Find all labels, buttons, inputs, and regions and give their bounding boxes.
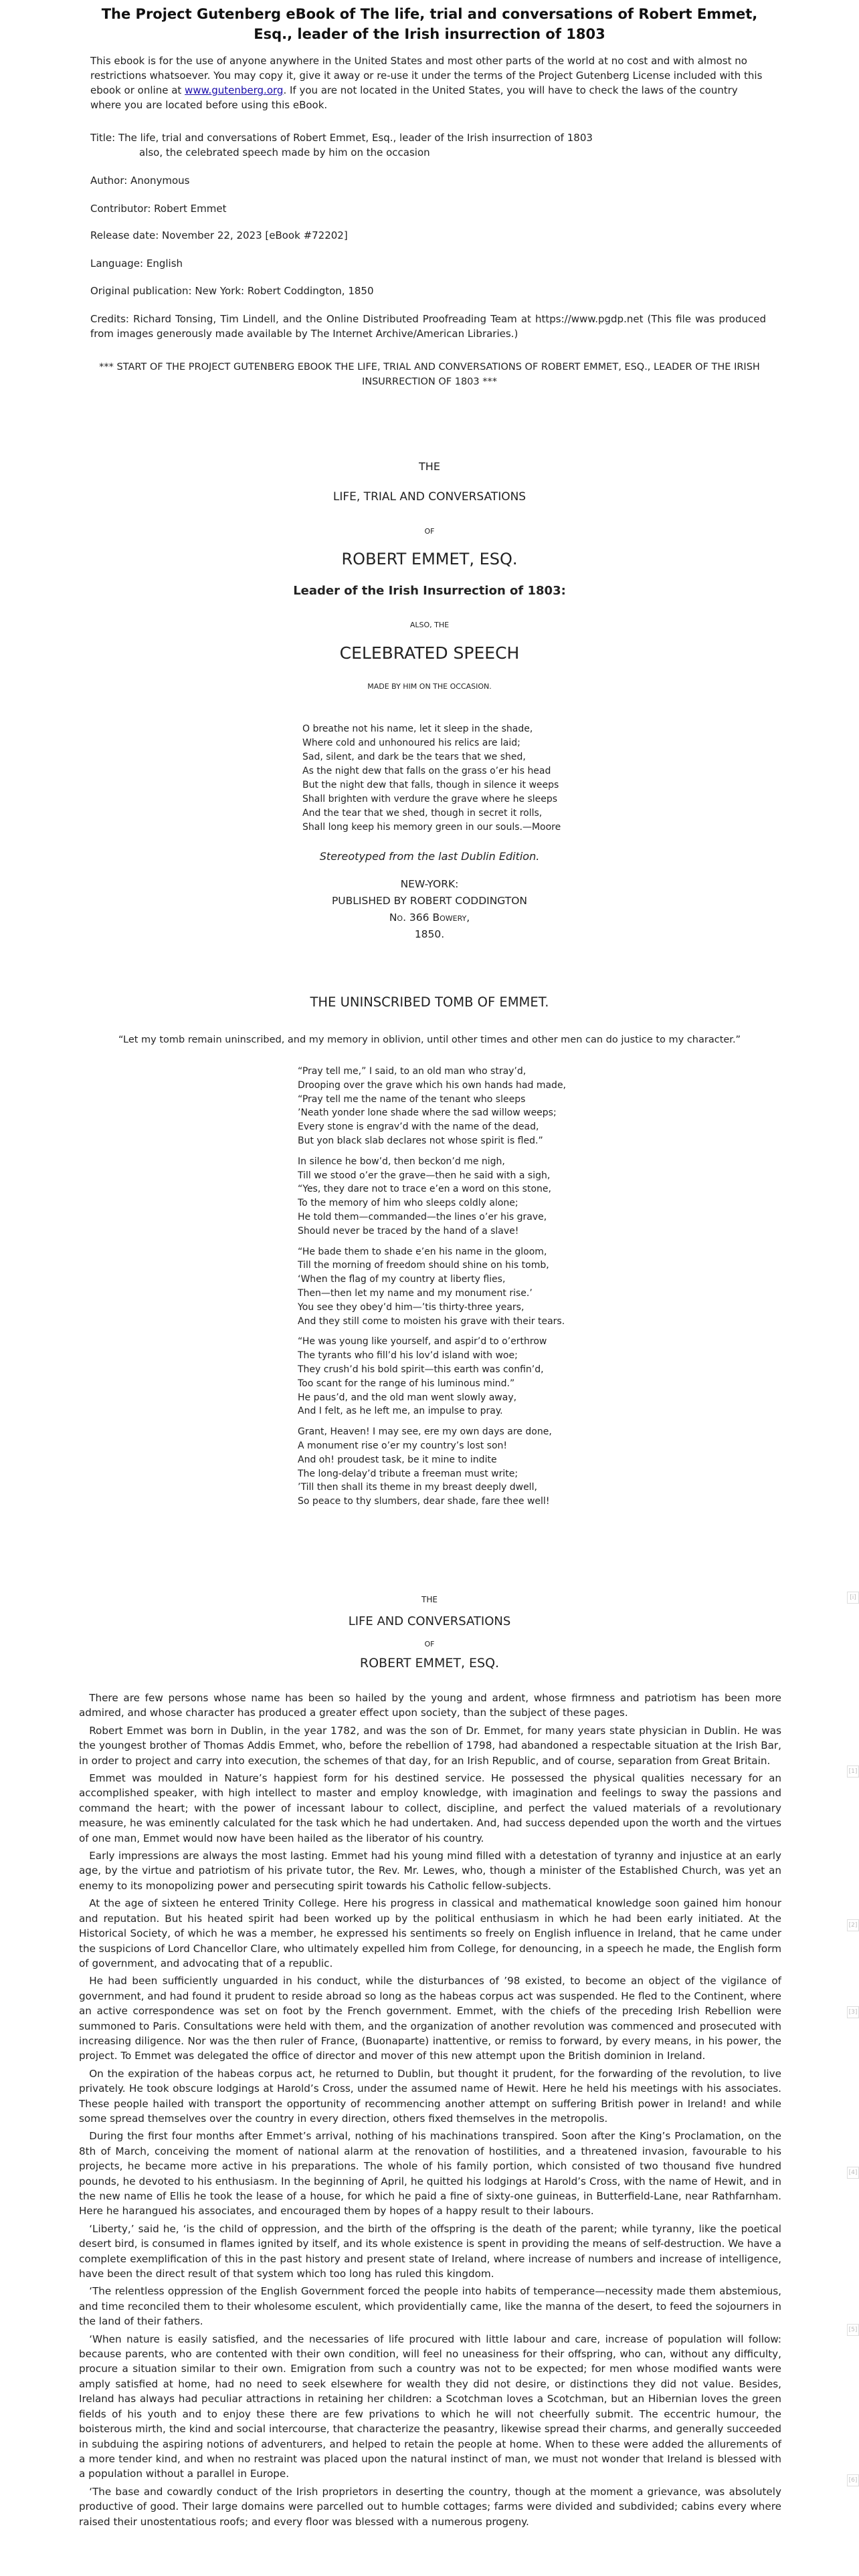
poem-stanza — [298, 1155, 566, 1239]
tp-the: THE — [419, 460, 440, 473]
poem-line: Every stone is engrav’d with the name of the dead, — [298, 1121, 539, 1133]
tp-publisher: PUBLISHED BY ROBERT CODDINGTON — [331, 895, 528, 907]
page-marker[interactable]: [5] — [847, 2324, 859, 2336]
meta-language: Language: English — [90, 257, 183, 270]
tp-stereotyped: Stereotyped from the last Dublin Edition. — [319, 850, 540, 863]
epigraph-poem — [302, 722, 561, 835]
tp-also: ALSO, THE — [409, 621, 450, 629]
epigraph-line: And the tear that we shed, though in secret it rolls, — [302, 808, 543, 819]
poem-line: “He bade them to shade e’en his name in the gloom, — [298, 1246, 547, 1257]
page-marker[interactable]: [1] — [847, 1765, 859, 1778]
poem-line: But yon black slab declares not whose spirit is fled.” — [298, 1135, 543, 1146]
meta-title-line1: Title: The life, trial and conversations of Robert Emmet, Esq., leader of the Irish insurrection of 1803 — [90, 132, 593, 144]
poem-line: “He was young like yourself, and aspir’d to o’erthrow — [298, 1336, 547, 1348]
poem-line: In silence he bow’d, then beckon’d me nigh, — [298, 1156, 505, 1167]
poem-line: Till we stood o’er the grave—then he said with a sigh, — [298, 1170, 551, 1181]
poem-line: Then—then let my name and my monument rise.’ — [298, 1287, 533, 1299]
meta-original-publication: Original publication: New York: Robert Coddington, 1850 — [90, 285, 374, 297]
poem-line: ‘When the flag of my country at liberty flies, — [298, 1274, 506, 1285]
poem-line: He paus’d, and the old man went slowly away, — [298, 1392, 517, 1403]
body-paragraph: ‘When nature is easily satisfied, and the necessaries of life procured with little labour and care, increase of population will follow: because parents, who are contented with their own condition, will feel no uneasiness for their offspring, who can, without any difficulty, procure a situation similar to their own. Emigration from such a country was not to be expected; for men whose modified wants were amply satisfied at home, had no need to seek elsewhere for wealth they did not desire, or distinctions they did not value. Besides, Ireland has always had peculiar attractions in retaining her children: a Scotchman loves a Scotchman, but an Hibernian loves the green fields of his youth and to enjoy these there are few privations to which he will not cheerfully submit. The eccentric humour, the boisterous mirth, the kind and social intercourse, that characterize the peasantry, likewise spread their charms, and generally succeeded in subduing the aspiring notions of adventurers, and helped to retain the people at home. When to these were added the allurements of a more tender kind, and when no restraint was placed upon the natural instinct of man, we must not wonder that Ireland is blessed with a population without a parallel in Europe. — [79, 2333, 781, 2480]
poem-line: Drooping over the grave which his own hands had made, — [298, 1079, 567, 1091]
epigraph-line: Where cold and unhonoured his relics are laid; — [302, 738, 520, 748]
poem-line: ’Neath yonder lone shade where the sad willow weeps; — [298, 1107, 557, 1119]
tomb-heading: THE UNINSCRIBED TOMB OF EMMET. — [310, 994, 549, 1010]
poem-line: Till the morning of freedom should shine on his tomb, — [298, 1260, 549, 1271]
page-marker[interactable]: [2] — [847, 1919, 859, 1931]
poem-stanza — [298, 1425, 566, 1509]
meta-credits: Credits: Richard Tonsing, Tim Lindell, and the Online Distributed Proofreading Team at https://www.pgdp.net (This file was produced from images generously made available by The Internet Archive/American Libraries.) — [90, 313, 766, 340]
body-paragraph: ‘The relentless oppression of the English Government forced the people into habits of temperance—necessity made them abstemious, and time reconciled them to their wholesome esculent, which providentially came, like the manna of the desert, to feed the sojourners in the land of their fathers. — [79, 2285, 781, 2328]
tomb-poem — [298, 1065, 566, 1515]
body-paragraph: During the first four months after Emmet’s arrival, nothing of his machinations transpired. Soon after the King’s Proclamation, on the 8th of March, conceiving the moment of national alarm at the renovation of hostilities, and a threatened invasion, favourable to his projects, he became more active in his preparations. The whole of his family portion, which consisted of two thousand five hundred pounds, he devoted to his enthusiasm. In the beginning of April, he quitted his lodgings at Harold’s Cross, with the name of Hewit, and in the new name of Ellis he took the lease of a house, for which he paid a fine of sixty-one guineas, in Butterfield-Lane, near Rathfarnham. Here he harangued his associates, and encouraged them by hopes of a happy result to their labours. — [79, 2130, 781, 2218]
life-of: OF — [424, 1640, 435, 1648]
meta-contributor: Contributor: Robert Emmet — [90, 203, 227, 215]
tp-made: MADE BY HIM ON THE OCCASION. — [367, 682, 492, 691]
poem-line: And oh! proudest task, be it mine to indite — [298, 1454, 497, 1465]
epigraph-line: O breathe not his name, let it sleep in the shade, — [302, 724, 533, 734]
gutenberg-link[interactable]: www.gutenberg.org — [185, 84, 284, 96]
poem-line: So peace to thy slumbers, dear shade, fare thee well! — [298, 1496, 550, 1507]
poem-line: And they still come to moisten his grave with their tears. — [298, 1315, 565, 1327]
tp-address: No. 366 Bowery, — [389, 911, 470, 924]
intro-text-1: This ebook is for the use of anyone anywhere in the United States and most other parts of the world at no cost and with almost no restrictions whatsoever. You may copy it, give it away or re-use it under the terms of the Project Gutenberg License included with this ebook or online at — [90, 55, 763, 96]
tp-place: NEW-YORK: — [400, 878, 459, 890]
page-marker[interactable]: [6] — [847, 2474, 859, 2486]
meta-release: Release date: November 22, 2023 [eBook #72202] — [90, 229, 348, 241]
intro-text-2: . If you are not located in the United States, you will have to check the laws of the country where you are located before using this eBook. — [90, 84, 738, 111]
epigraph-line: As the night dew that falls on the grass o’er his head — [302, 766, 551, 776]
body-paragraph: Robert Emmet was born in Dublin, in the year 1782, and was the son of Dr. Emmet, for many years state physician in Dublin. He was the youngest brother of Thomas Addis Emmet, who, before the rebellion of 1798, had abandoned a respectable situation at the Irish Bar, in order to project and carry into execution, the schemes of that day, for an Irish Republic, and of course, separation from Great Britain. — [79, 1724, 781, 1767]
body-paragraph: On the expiration of the habeas corpus act, he returned to Dublin, but thought it prudent, for the forwarding of the revolution, to live privately. He took obscure lodgings at Harold’s Cross, under the assumed name of Hewit. Here he held his meetings with his associates. These people hailed with transport the opportunity of recommencing another attempt on suffering British power in Ireland! and while some spread themselves over the country in every direction, others fixed themselves in the metropolis. — [79, 2067, 781, 2125]
epigraph-line: But the night dew that falls, though in silence it weeps — [302, 780, 559, 790]
tomb-quote: “Let my tomb remain uninscribed, and my memory in oblivion, until other times and other men can do justice to my character.” — [118, 1035, 741, 1045]
poem-line: He told them—commanded—the lines o’er his grave, — [298, 1211, 547, 1222]
tp-speech: CELEBRATED SPEECH — [339, 643, 520, 663]
life-name: ROBERT EMMET, ESQ. — [359, 1656, 500, 1671]
body-paragraph: Early impressions are always the most lasting. Emmet had his young mind filled with a detestation of tyranny and injustice at an early age, by the virtue and patriotism of his private tutor, the Rev. Mr. Lewes, who, though a minister of the Established Church, was yet an enemy to its monopolizing power and persecuting spirit towards his Catholic fellow-subjects. — [79, 1850, 781, 1892]
page-title: The Project Gutenberg eBook of The life, trial and conversations of Robert Emmet, Esq., leader of the Irish insurrection of 1803 — [101, 6, 758, 42]
meta-author: Author: Anonymous — [90, 175, 190, 187]
page-marker[interactable]: [i] — [847, 1592, 859, 1604]
body-paragraph: ‘The base and cowardly conduct of the Irish proprietors in deserting the country, though at the moment a grievance, was absolutely productive of good. Their large domains were parcelled out to humble cottages; farms were divided and subdivided; cabins every where raised their unostentatious roofs; and every floor was blessed with a numerous progeny. — [79, 2485, 781, 2528]
poem-line: They crush’d his bold spirit—this earth was confin’d, — [298, 1364, 544, 1375]
page-marker[interactable]: [3] — [847, 2006, 859, 2018]
poem-line: The tyrants who fill’d his lov’d island with woe; — [298, 1350, 518, 1362]
poem-line: “Pray tell me the name of the tenant who sleeps — [298, 1093, 526, 1105]
tp-ltc: LIFE, TRIAL AND CONVERSATIONS — [332, 490, 527, 504]
page-marker[interactable]: [4] — [847, 2167, 859, 2179]
tp-year: 1850. — [414, 928, 445, 940]
body-paragraph: ‘Liberty,’ said he, ‘is the child of oppression, and the birth of the offspring is the death of the parent; while tyranny, like the poetical desert bird, is consumed in flames ignited by itself, and its whole existence is spent in providing the means of self-destruction. We have a complete exemplification of this in the past history and present state of Ireland, where increase of numbers and increase of intelligence, have been the direct result of that system which too long has ruled this kingdom. — [79, 2222, 781, 2280]
poem-stanza — [298, 1335, 566, 1418]
poem-stanza — [298, 1245, 566, 1329]
life-ltc: LIFE AND CONVERSATIONS — [348, 1614, 511, 1628]
tp-of: OF — [424, 527, 435, 536]
life-body — [79, 1691, 781, 2532]
poem-line: “Pray tell me,” I said, to an old man who stray’d, — [298, 1066, 527, 1077]
body-paragraph: Emmet was moulded in Nature’s happiest form for his destined service. He possessed the physical qualities necessary for an accomplished speaker, with high intellect to master and employ knowledge, with imagination and feelings to sway the passions and command the heart; with the power of incessant labour to collect, discipline, and perfect the valued materials of a revolutionary measure, he was eminently calculated for the task which he had undertaken. And, had success depended upon the worth and the virtues of one man, Emmet would now have been hailed as the liberator of his country. — [79, 1772, 781, 1844]
poem-line: Grant, Heaven! I may see, ere my own days are done, — [298, 1426, 552, 1438]
start-marker: *** START OF THE PROJECT GUTENBERG EBOOK THE LIFE, TRIAL AND CONVERSATIONS OF ROBERT EMMET, ESQ., LEADER OF THE IRISH INSURRECTION OF 1803 *** — [99, 362, 760, 387]
tp-leader: Leader of the Irish Insurrection of 1803: — [293, 584, 566, 598]
body-paragraph: He had been sufficiently unguarded in his conduct, while the disturbances of ’98 existed, to become an object of the vigilance of government, and had found it prudent to reside abroad so long as the habeas corpus act was suspended. He fled to the Continent, where an active correspondence was set on foot by the French government. Emmet, with the chiefs of the preceding Irish Rebellion were summoned to Paris. Consultations were held with them, and the organization of another revolution was commenced and prosecuted with increasing diligence. Nor was the then ruler of France, (Buonaparte) inattentive, or remiss to forward, by every means, in his power, the project. To Emmet was delegated the office of director and mover of this new attempt upon the British dominion in Ireland. — [79, 1975, 781, 2062]
poem-line: You see they obey’d him—’tis thirty-three years, — [298, 1301, 524, 1313]
body-paragraph: There are few persons whose name has been so hailed by the young and ardent, whose firmness and patriotism has been more admired, and whose character has produced a greater effect upon society, than the subject of these pages. — [79, 1692, 781, 1719]
poem-line: “Yes, they dare not to trace e’en a word on this stone, — [298, 1184, 551, 1195]
meta-title — [90, 130, 766, 160]
poem-line: Should never be traced by the hand of a slave! — [298, 1225, 519, 1237]
tp-name: ROBERT EMMET, ESQ. — [341, 550, 518, 568]
body-paragraph: At the age of sixteen he entered Trinity College. Here his progress in classical and mathematical knowledge soon gained him honour and reputation. But his heated spirit had been worked up by the political enthusiasm in which he had been early initiated. At the Historical Society, of which he was a member, he expressed his sentiments so freely on English influence in Ireland, that he came under the suspicions of Lord Chancellor Clare, who ultimately expelled him from College, for denouncing, in a speech he made, the English form of government, and advocating that of a republic. — [79, 1897, 781, 1969]
poem-stanza — [298, 1065, 566, 1148]
poem-line: Too scant for the range of his luminous mind.” — [298, 1378, 515, 1389]
meta-title-line2: also, the celebrated speech made by him on the occasion — [139, 146, 430, 158]
life-the: THE — [421, 1595, 438, 1604]
license-intro — [90, 53, 766, 112]
epigraph-line: Shall brighten with verdure the grave where he sleeps — [302, 794, 558, 804]
poem-line: To the memory of him who sleeps coldly alone; — [298, 1198, 518, 1209]
epigraph-line: Sad, silent, and dark be the tears that we shed, — [302, 752, 526, 762]
poem-line: A monument rise o’er my country’s lost son! — [298, 1440, 508, 1451]
poem-line: And I felt, as he left me, an impulse to pray. — [298, 1406, 503, 1417]
poem-line: The long-delay’d tribute a freeman must write; — [298, 1468, 518, 1479]
poem-line: ’Till then shall its theme in my breast deeply dwell, — [298, 1482, 537, 1493]
epigraph-line: Shall long keep his memory green in our souls.—Moore — [302, 822, 561, 833]
